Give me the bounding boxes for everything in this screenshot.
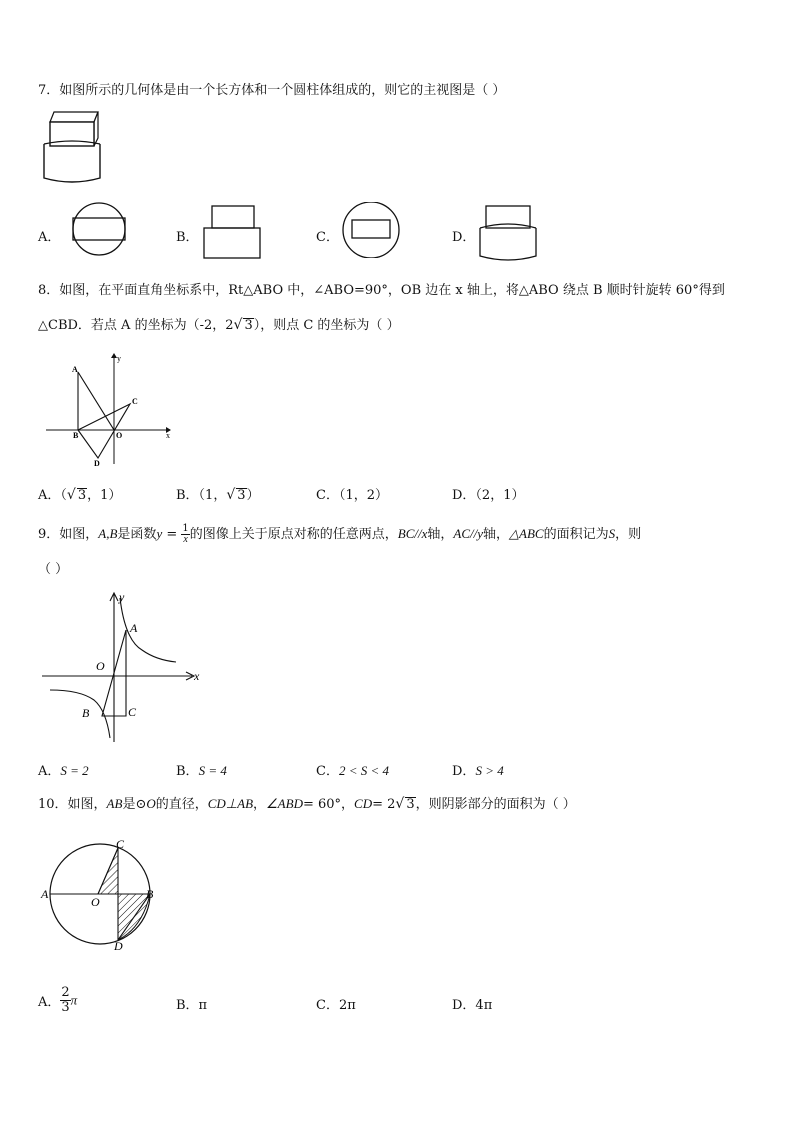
q10-fig-label-d: D <box>114 939 123 952</box>
q10-circle-figure <box>38 836 164 952</box>
q10-fig-label-c: C <box>116 837 125 851</box>
q10-text: 10．如图，AB是⊙O的直径，CD⊥AB，∠ABD= 60°，CD= 2√ 3，则阴影部分的面积为（ ） <box>38 796 576 812</box>
q8-line2-end: ），则点 C 的坐标为（ ） <box>253 318 400 333</box>
q8-coordinate-figure <box>44 350 174 468</box>
q8-fig-label-o: O <box>116 431 123 440</box>
q9-option-a[interactable]: A．S = 2 <box>38 763 89 779</box>
q8-option-b[interactable]: B．（1，√ 3） <box>176 487 260 503</box>
q10-option-b[interactable]: B．π <box>176 998 208 1013</box>
q8-option-a[interactable]: A．（√ 3，1） <box>38 487 122 503</box>
q7-option-a-label[interactable]: A． <box>38 230 61 245</box>
q10-fig-label-o: O <box>91 895 100 909</box>
q8-fig-label-a: A <box>72 365 78 374</box>
q8-fig-label-b: B <box>73 431 79 440</box>
q9-option-d[interactable]: D．S > 4 <box>452 763 504 779</box>
q7-option-a-figure[interactable] <box>68 202 132 256</box>
q9-option-c[interactable]: C．2 < S < 4 <box>316 763 389 779</box>
q9-option-b[interactable]: B．S = 4 <box>176 763 227 779</box>
q9-fig-label-x: x <box>194 669 200 683</box>
q8-option-c[interactable]: C．（1，2） <box>316 488 388 503</box>
q10-fig-label-b: B <box>146 887 154 901</box>
q10-option-c[interactable]: C．2π <box>316 998 356 1013</box>
q8-text-line1: 8．如图，在平面直角坐标系中，Rt△ABO 中，∠ABO=90°，OB 边在 x 轴上，将△ABO 绕点 B 顺时针旋转 60°得到 <box>38 283 725 298</box>
q8-fig-label-c: C <box>132 397 138 406</box>
q7-option-b-figure[interactable] <box>202 204 264 260</box>
q7-option-c-figure[interactable] <box>340 202 402 258</box>
q9-fig-label-a: A <box>130 621 138 635</box>
q7-solid-figure <box>40 108 104 184</box>
q7-option-d-figure[interactable] <box>476 204 540 262</box>
q9-fig-label-b: B <box>82 706 90 720</box>
q9-fraction: $\frac{1}{x}$ <box>182 523 189 545</box>
q9-fig-label-o: O <box>96 659 105 673</box>
q7-option-b-label[interactable]: B． <box>176 230 199 245</box>
q10-option-a[interactable]: A． $\frac{2}{3}$ π <box>38 985 78 1015</box>
q9-hyperbola-figure <box>40 590 210 746</box>
q10-fig-label-a: A <box>41 887 49 901</box>
q7-text: 7．如图所示的几何体是由一个长方体和一个圆柱体组成的，则它的主视图是（ ） <box>38 83 506 98</box>
q7-option-c-label[interactable]: C． <box>316 230 339 245</box>
q9-text-line1: 9．如图，A,B是函数y = $\frac{1}{x}$ 的图像上关于原点对称的任意两点，BC//x轴，AC//y轴，△ABC的面积记为S，则 <box>38 523 642 545</box>
q8-text-line2: △CBD．若点 A 的坐标为（-2，2√ 3），则点 C 的坐标为（ ） <box>38 317 400 333</box>
q8-line2-start: △CBD．若点 A 的坐标为（-2，2 <box>38 318 234 333</box>
q8-fig-label-x: x <box>166 431 170 440</box>
q8-fig-label-d: D <box>94 459 100 468</box>
q8-option-d[interactable]: D．（2，1） <box>452 488 525 503</box>
q7-option-d-label[interactable]: D． <box>452 230 476 245</box>
q8-fig-label-y: y <box>117 354 121 363</box>
q9-fig-label-c: C <box>128 705 137 719</box>
q9-text-line2: （ ） <box>38 562 69 577</box>
q10-option-d[interactable]: D．4π <box>452 998 493 1013</box>
q9-fig-label-y: y <box>119 590 125 604</box>
q8-line2-radicand: 3 <box>244 318 253 333</box>
